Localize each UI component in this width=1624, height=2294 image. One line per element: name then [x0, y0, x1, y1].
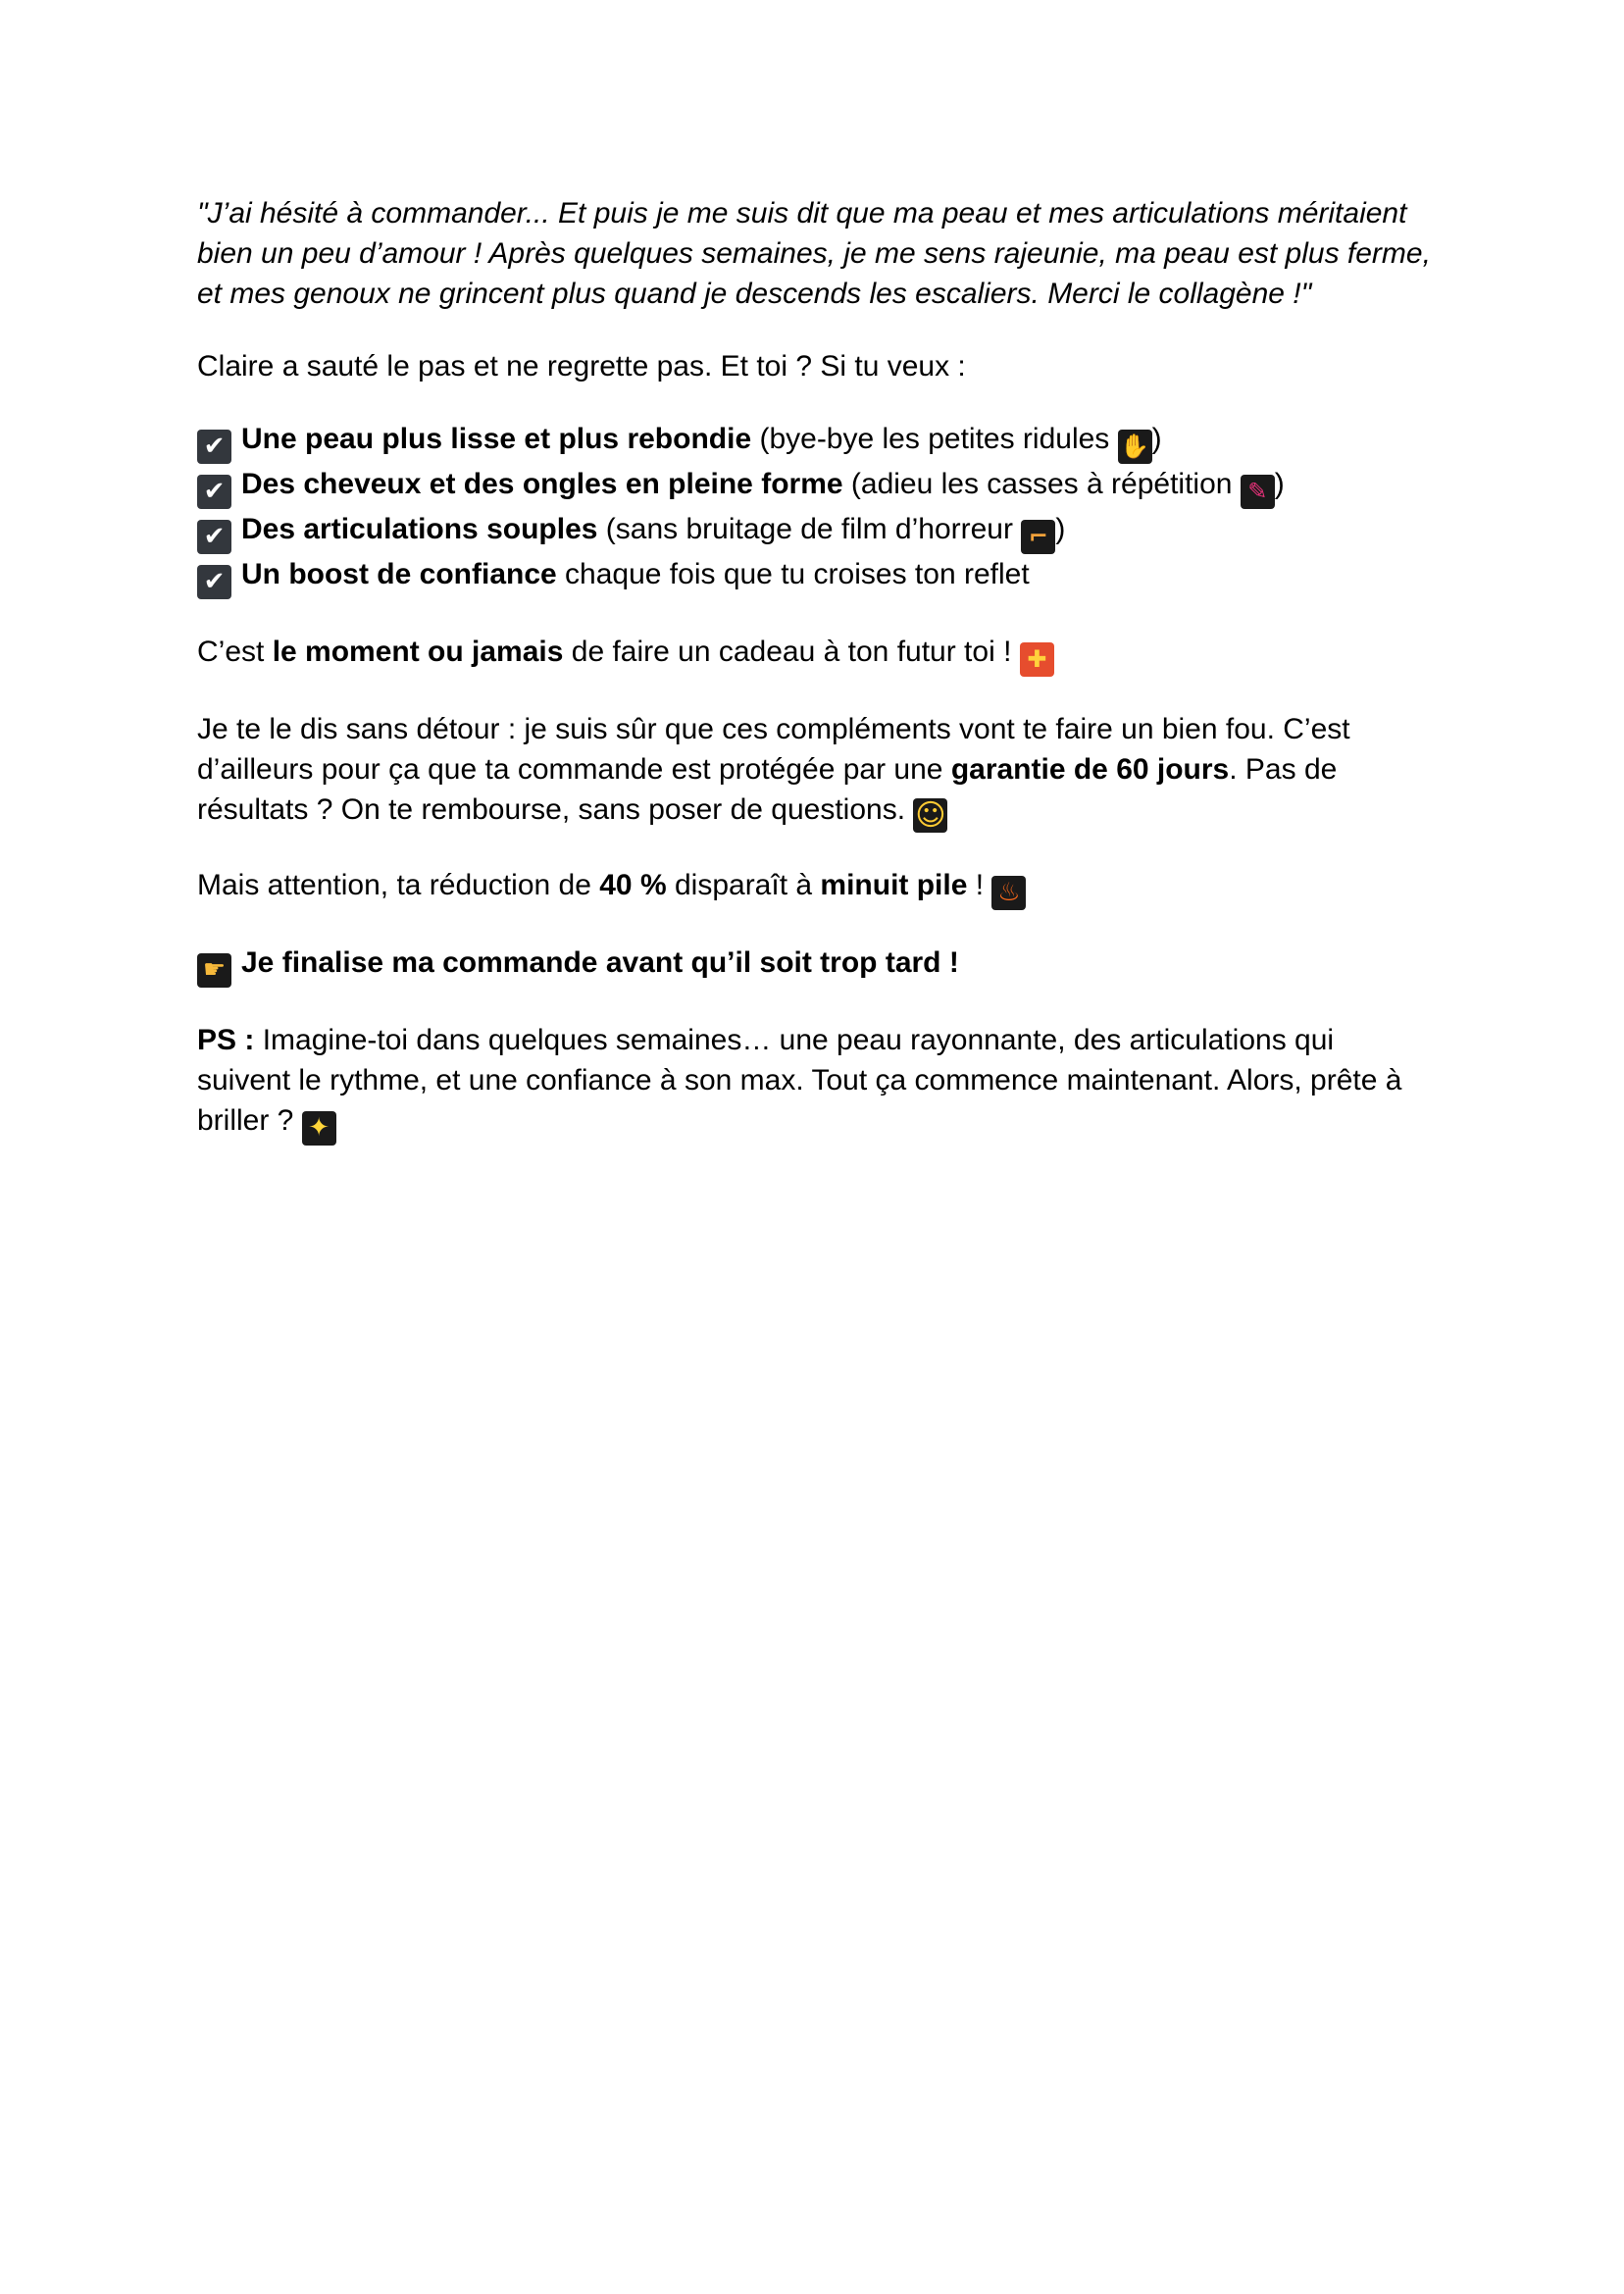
fire-icon: ♨ — [991, 876, 1026, 910]
leg-icon: ⌐ — [1021, 520, 1055, 554]
testimonial-text: "J’ai hésité à commander... Et puis je me suis dit que ma peau et mes articulations méritaient bien un peu d’amour ! Après quelques semaines, je me sens rajeunie, ma peau est plus ferme, et mes genoux ne grincent plus quand je descends les escaliers. Merci le collagène !" — [197, 197, 1431, 310]
benefits-list — [197, 419, 1433, 599]
benefit-detail: (bye-bye les petites ridules — [751, 423, 1118, 455]
waving-hand-icon: ✋ — [1118, 430, 1152, 464]
discount-text-pre: Mais attention, ta réduction de — [197, 869, 600, 901]
guarantee-text-pre: Je te le dis sans détour : je suis sûr que ces compléments vont te faire un bien fou. C’est d’ailleurs pour ça que ta commande est protégée par une — [197, 713, 1350, 786]
moment-text-bold: le moment ou jamais — [272, 636, 564, 668]
discount-text-post: ! — [967, 869, 992, 901]
guarantee-text-post: . Pas de résultats ? On te rembourse, sans poser de questions. — [197, 753, 1338, 826]
benefit-title: Des cheveux et des ongles en pleine forme — [241, 468, 843, 500]
smiling-face-icon: ☺ — [915, 798, 946, 833]
ps-label: PS : — [197, 1024, 255, 1056]
list-item — [197, 419, 1433, 464]
gift-icon: ✚ — [1020, 642, 1054, 677]
document-body — [197, 193, 1433, 1178]
list-item — [197, 554, 1433, 599]
moment-paragraph — [197, 632, 1433, 677]
moment-text-post: de faire un cadeau à ton futur toi ! — [563, 636, 1020, 668]
benefit-detail: (adieu les casses à répétition — [842, 468, 1241, 500]
nail-polish-icon: ✎ — [1241, 475, 1275, 509]
sparkles-icon: ✦ — [302, 1111, 336, 1146]
list-item — [197, 464, 1433, 509]
ps-paragraph — [197, 1020, 1433, 1146]
intro-text: Claire a sauté le pas et ne regrette pas. Et toi ? Si tu veux : — [197, 350, 966, 382]
benefit-detail: chaque fois que tu croises ton reflet — [556, 558, 1030, 590]
benefit-title: Des articulations souples — [241, 513, 598, 545]
benefit-close: ) — [1055, 513, 1066, 545]
benefit-close: ) — [1151, 423, 1162, 455]
discount-deadline: minuit pile — [820, 869, 968, 901]
discount-percent: 40 % — [599, 869, 667, 901]
list-item — [197, 509, 1433, 554]
check-mark-icon: ✔ — [197, 430, 231, 464]
intro-paragraph — [197, 346, 1433, 386]
testimonial-quote — [197, 193, 1433, 314]
benefit-detail: (sans bruitage de film d’horreur — [597, 513, 1022, 545]
check-mark-icon: ✔ — [197, 565, 231, 599]
moment-text-pre: C’est — [197, 636, 273, 668]
pointing-hand-icon: ☛ — [197, 953, 231, 988]
discount-text-mid: disparaît à — [666, 869, 821, 901]
ps-text: Imagine-toi dans quelques semaines… une peau rayonnante, des articulations qui suivent le rythme, et une confiance à son max. Tout ça commence maintenant. Alors, prête à briller ? — [197, 1024, 1402, 1137]
benefit-close: ) — [1274, 468, 1285, 500]
guarantee-text-bold: garantie de 60 jours — [950, 753, 1230, 786]
discount-paragraph — [197, 865, 1433, 910]
cta-link[interactable]: Je finalise ma commande avant qu’il soit trop tard ! — [241, 946, 959, 979]
check-mark-icon: ✔ — [197, 520, 231, 554]
guarantee-paragraph — [197, 709, 1433, 833]
benefit-title: Un boost de confiance — [241, 558, 557, 590]
cta-paragraph — [197, 943, 1433, 988]
check-mark-icon: ✔ — [197, 475, 231, 509]
benefit-title: Une peau plus lisse et plus rebondie — [241, 423, 752, 455]
